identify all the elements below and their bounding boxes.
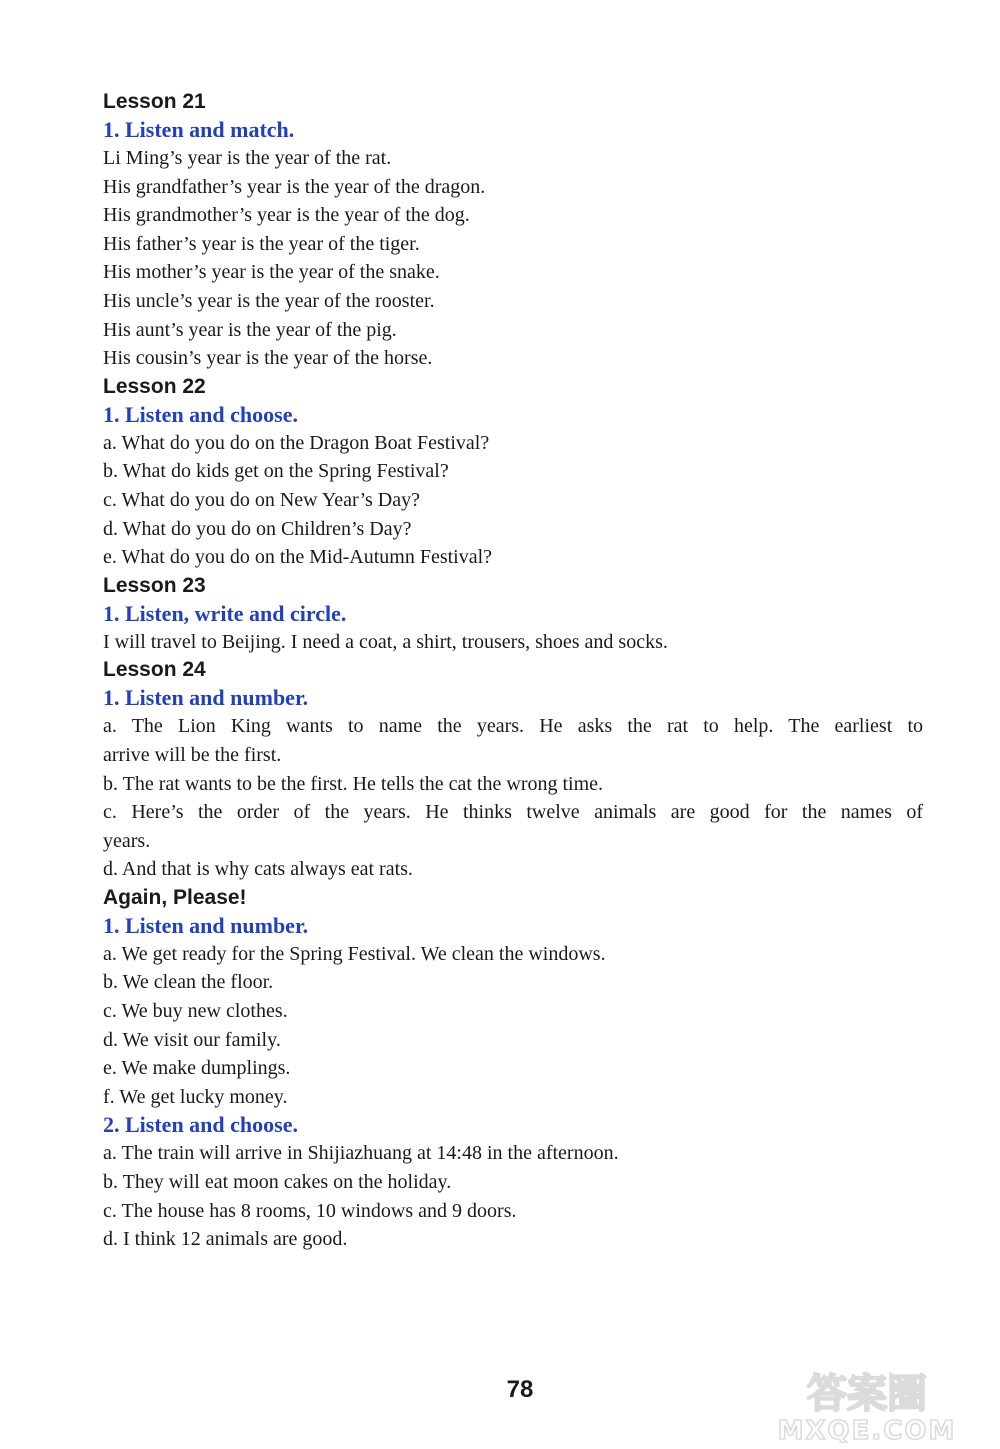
exercise-block — [103, 912, 923, 1112]
exercise-block — [103, 1111, 923, 1253]
exercise-title: 1. Listen and match. — [103, 117, 295, 142]
transcript-line: His uncle’s year is the year of the rooster. — [103, 289, 435, 312]
transcript-line: b. We clean the floor. — [103, 971, 274, 994]
transcript-line: His grandmother’s year is the year of the dog. — [103, 204, 470, 227]
page-number: 78 — [506, 1376, 534, 1403]
lesson-title: Lesson 23 — [103, 573, 206, 597]
exercise-title: 1. Listen and choose. — [103, 401, 298, 427]
transcript-line: c. The house has 8 rooms, 10 windows and 9 doors. — [103, 1199, 517, 1222]
transcript-line: arrive will be the first. — [103, 743, 282, 766]
transcript-line: a. The Lion King wants to name the years. He asks the rat to help. The earliest to — [103, 715, 923, 738]
lesson-title: Lesson 24 — [103, 658, 206, 682]
exercise-block — [103, 684, 923, 884]
lesson-section — [103, 884, 923, 1254]
watermark-logo — [742, 1363, 992, 1443]
exercise-title: 1. Listen and number. — [103, 685, 309, 711]
transcript-line: b. They will eat moon cakes on the holiday. — [103, 1171, 452, 1194]
transcript-line: d. What do you do on Children’s Day? — [103, 517, 412, 540]
transcript-line: His grandfather’s year is the year of the dragon. — [103, 175, 486, 198]
transcript-line: His father’s year is the year of the tiger. — [103, 232, 420, 255]
document-content — [103, 88, 923, 1254]
lesson-title: Lesson 21 — [103, 90, 206, 113]
watermark-main-text: 答案圈 — [807, 1371, 927, 1417]
watermark-sub-text: MXQE.COM — [777, 1416, 957, 1443]
transcript-line: Li Ming’s year is the year of the rat. — [103, 147, 392, 169]
transcript-line: years. — [103, 829, 151, 852]
transcript-line: c. We buy new clothes. — [103, 1000, 288, 1023]
transcript-line: e. We make dumplings. — [103, 1057, 291, 1080]
transcript-line: b. The rat wants to be the first. He tells the cat the wrong time. — [103, 772, 604, 795]
exercise-title: 1. Listen, write and circle. — [103, 600, 347, 626]
lesson-title: Lesson 22 — [103, 374, 206, 398]
transcript-line: I will travel to Beijing. I need a coat, a shirt, trousers, shoes and socks. — [103, 630, 668, 653]
lesson-section — [103, 373, 923, 572]
transcript-line: f. We get lucky money. — [103, 1085, 288, 1108]
exercise-title: 1. Listen and number. — [103, 912, 309, 938]
lesson-title: Again, Please! — [103, 885, 247, 909]
lesson-section — [103, 572, 923, 657]
transcript-line: d. We visit our family. — [103, 1028, 281, 1051]
transcript-line: d. I think 12 animals are good. — [103, 1228, 348, 1251]
exercise-block — [103, 401, 923, 572]
transcript-line: d. And that is why cats always eat rats. — [103, 858, 413, 881]
exercise-block — [103, 116, 923, 373]
lesson-section — [103, 88, 923, 373]
transcript-line: His cousin’s year is the year of the horse. — [103, 347, 433, 370]
transcript-line: a. The train will arrive in Shijiazhuang at 14:48 in the afternoon. — [103, 1142, 619, 1165]
transcript-line: a. We get ready for the Spring Festival. We clean the windows. — [103, 942, 606, 965]
transcript-line: a. What do you do on the Dragon Boat Festival? — [103, 431, 490, 454]
transcript-line: c. What do you do on New Year’s Day? — [103, 488, 420, 511]
exercise-title: 2. Listen and choose. — [103, 1112, 298, 1138]
transcript-line: e. What do you do on the Mid-Autumn Festival? — [103, 546, 493, 569]
lesson-section — [103, 656, 923, 884]
watermark-logo-graphic — [742, 1363, 992, 1443]
transcript-line: b. What do kids get on the Spring Festival? — [103, 460, 449, 483]
exercise-block — [103, 600, 923, 657]
transcript-line: c. Here’s the order of the years. He thinks twelve animals are good for the names of — [103, 801, 923, 824]
transcript-line: His mother’s year is the year of the snake. — [103, 261, 440, 284]
transcript-line: His aunt’s year is the year of the pig. — [103, 318, 397, 341]
